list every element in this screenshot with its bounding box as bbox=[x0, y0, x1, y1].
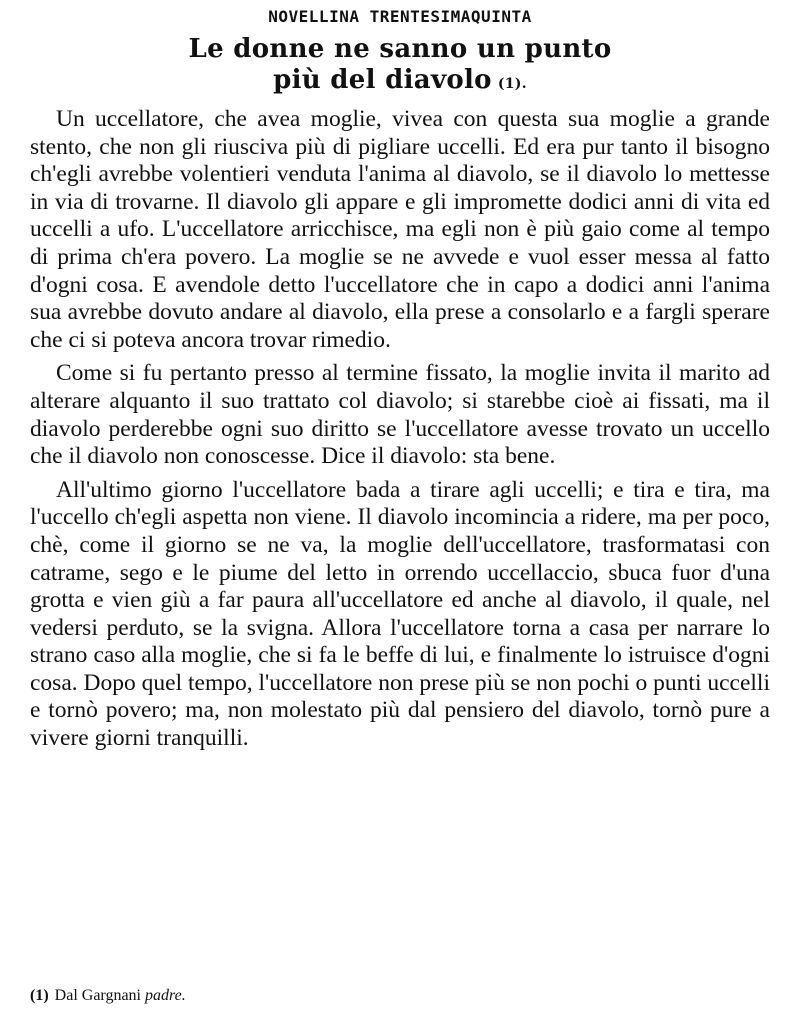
story-title bbox=[30, 34, 770, 100]
running-head: NOVELLINA TRENTESIMAQUINTA bbox=[268, 7, 532, 26]
footnote-text: Dal Gargnani bbox=[54, 987, 141, 1004]
paragraph-2: Come si fu pertanto presso al termine fissato, la moglie invita il marito ad alterare alquanto il suo trattato col diavolo; si starebbe cioè ai fissati, ma il diavolo perderebbe ogni suo diritto se l'uccellatore avesse trovato un uccello che il diavolo non conoscesse. Dice il diavolo: sta bene. bbox=[30, 360, 770, 470]
title-line-1: Le donne ne sanno un punto bbox=[188, 34, 612, 64]
footnote bbox=[30, 986, 186, 1006]
footnote-italic-text: padre. bbox=[145, 987, 186, 1004]
footnote-reference: (1). bbox=[497, 76, 527, 92]
title-line-2 bbox=[30, 65, 770, 100]
footnote-mark: (1) bbox=[30, 987, 49, 1004]
paragraph-3: All'ultimo giorno l'uccellatore bada a tirare agli uccelli; e tira e tira, ma l'uccello ch'egli aspetta non viene. Il diavolo incomincia a ridere, ma per poco, chè, come il giorno se ne va, la moglie dell'uccellatore, trasformatasi con catrame, sego e le piume del letto in orrendo uccellaccio, sbuca fuor d'una grotta e vien giù a far paura all'uccellatore ed anche al diavolo, il quale, nel vedersi perduto, se la svigna. Allora l'uccellatore torna a casa per narrare lo strano caso alla moglie, che si fa le beffe di lui, e finalmente lo istruisce d'ogni cosa. Dopo quel tempo, l'uccellatore non prese più se non pochi o punti uccelli e tornò povero; ma, non molestato più dal pensiero del diavolo, tornò pure a vivere giorni tranquilli. bbox=[30, 476, 770, 752]
paragraph-1: Un uccellatore, che avea moglie, vivea con questa sua moglie a grande stento, che non gli riusciva più di pigliare uccelli. Ed era pur tanto il bisogno ch'egli avrebbe volentieri venduta l'anima al diavolo, se il diavolo lo mettesse in via di trovarne. Il diavolo gli appare e gli impromette dodici anni di vita ed uccelli a ufo. L'uccellatore arricchisce, ma egli non è più gaio come al tempo di prima ch'era povero. La moglie se ne avvede e vuol esser messa al fatto d'ogni cosa. E avendole detto l'uccellatore che in capo a dodici anni l'anima sua avrebbe dovuto andare al diavolo, ella prese a consolarlo e a fargli sperare che ci si poteva ancora trovar rimedio. bbox=[30, 106, 770, 353]
title-line-2-text: più del diavolo bbox=[273, 65, 492, 95]
story-body bbox=[30, 106, 770, 753]
